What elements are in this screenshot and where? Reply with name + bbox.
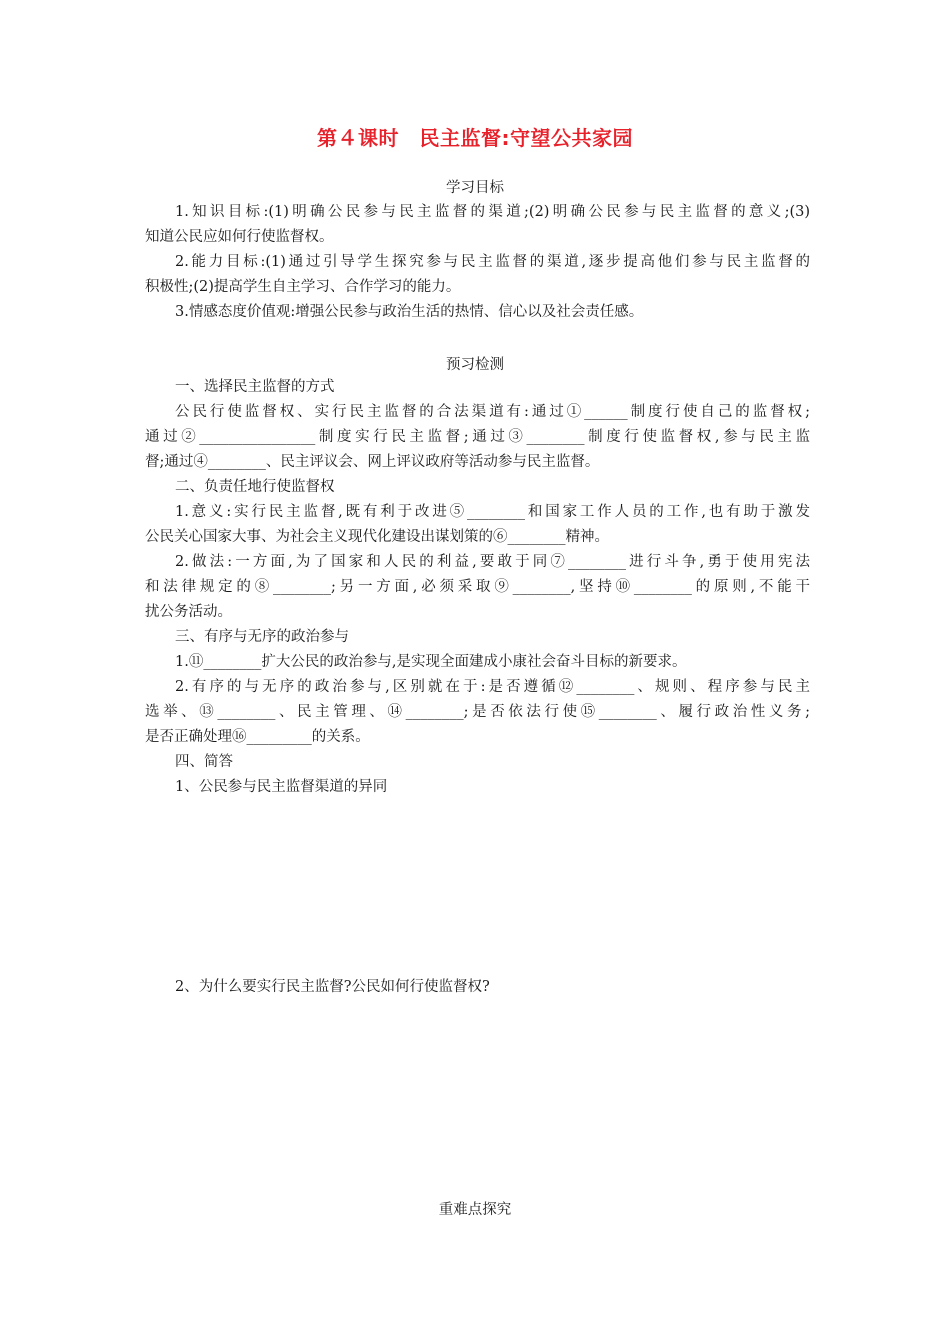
preview-line-9: 和法律规定的⑧________;另一方面,必须采取⑨________,坚持⑩________的原则,不能干 bbox=[145, 579, 810, 595]
preview-line-15: 是否正确处理⑯_________的关系。 bbox=[145, 729, 370, 745]
preview-line-7: 公民关心国家大事、为社会主义现代化建设出谋划策的⑥________精神。 bbox=[145, 529, 609, 545]
objective-line-4: 积极性;(2)提高学生自主学习、合作学习的能力。 bbox=[145, 279, 461, 295]
objective-line-1: 1.知识目标:(1)明确公民参与民主监督的渠道;(2)明确公民参与民主监督的意义;(3) bbox=[175, 204, 810, 220]
section-1-heading: 一、选择民主监督的方式 bbox=[175, 379, 335, 395]
question-1: 1、公民参与民主监督渠道的异同 bbox=[175, 779, 388, 795]
objective-line-5: 3.情感态度价值观:增强公民参与政治生活的热情、信心以及社会责任感。 bbox=[175, 304, 644, 320]
preview-heading: 预习检测 bbox=[446, 357, 504, 373]
question-2: 2、为什么要实行民主监督?公民如何行使监督权? bbox=[175, 979, 490, 995]
objective-line-3: 2.能力目标:(1)通过引导学生探究参与民主监督的渠道,逐步提高他们参与民主监督的 bbox=[175, 254, 810, 270]
explore-heading: 重难点探究 bbox=[438, 1202, 512, 1218]
objective-line-2: 知道公民应如何行使监督权。 bbox=[145, 229, 334, 245]
preview-line-3: 通过②________________制度实行民主监督;通过③________制度行使监督权,参与民主监 bbox=[145, 429, 810, 445]
preview-line-2: 公民行使监督权、实行民主监督的合法渠道有:通过①______制度行使自己的监督权; bbox=[175, 404, 810, 420]
preview-line-10: 扰公务活动。 bbox=[145, 604, 232, 620]
preview-line-13: 2.有序的与无序的政治参与,区别就在于:是否遵循⑫________、规则、程序参与民主 bbox=[175, 679, 810, 695]
page-title: 第４课时 民主监督:守望公共家园 bbox=[317, 126, 633, 150]
preview-line-12: 1.⑪________扩大公民的政治参与,是实现全面建成小康社会奋斗目标的新要求。 bbox=[175, 654, 687, 670]
preview-line-14: 选举、⑬________、民主管理、⑭________;是否依法行使⑮________、履行政治性义务; bbox=[145, 704, 810, 720]
section-3-heading: 三、有序与无序的政治参与 bbox=[175, 629, 349, 645]
preview-line-4: 督;通过④________、民主评议会、网上评议政府等活动参与民主监督。 bbox=[145, 454, 600, 470]
section-2-heading: 二、负责任地行使监督权 bbox=[175, 479, 335, 495]
objectives-heading: 学习目标 bbox=[446, 180, 504, 196]
section-4-heading: 四、简答 bbox=[175, 754, 233, 770]
preview-line-6: 1.意义:实行民主监督,既有利于改进⑤________和国家工作人员的工作,也有助于激发 bbox=[175, 504, 810, 520]
preview-line-8: 2.做法:一方面,为了国家和人民的利益,要敢于同⑦________进行斗争,勇于使用宪法 bbox=[175, 554, 810, 570]
